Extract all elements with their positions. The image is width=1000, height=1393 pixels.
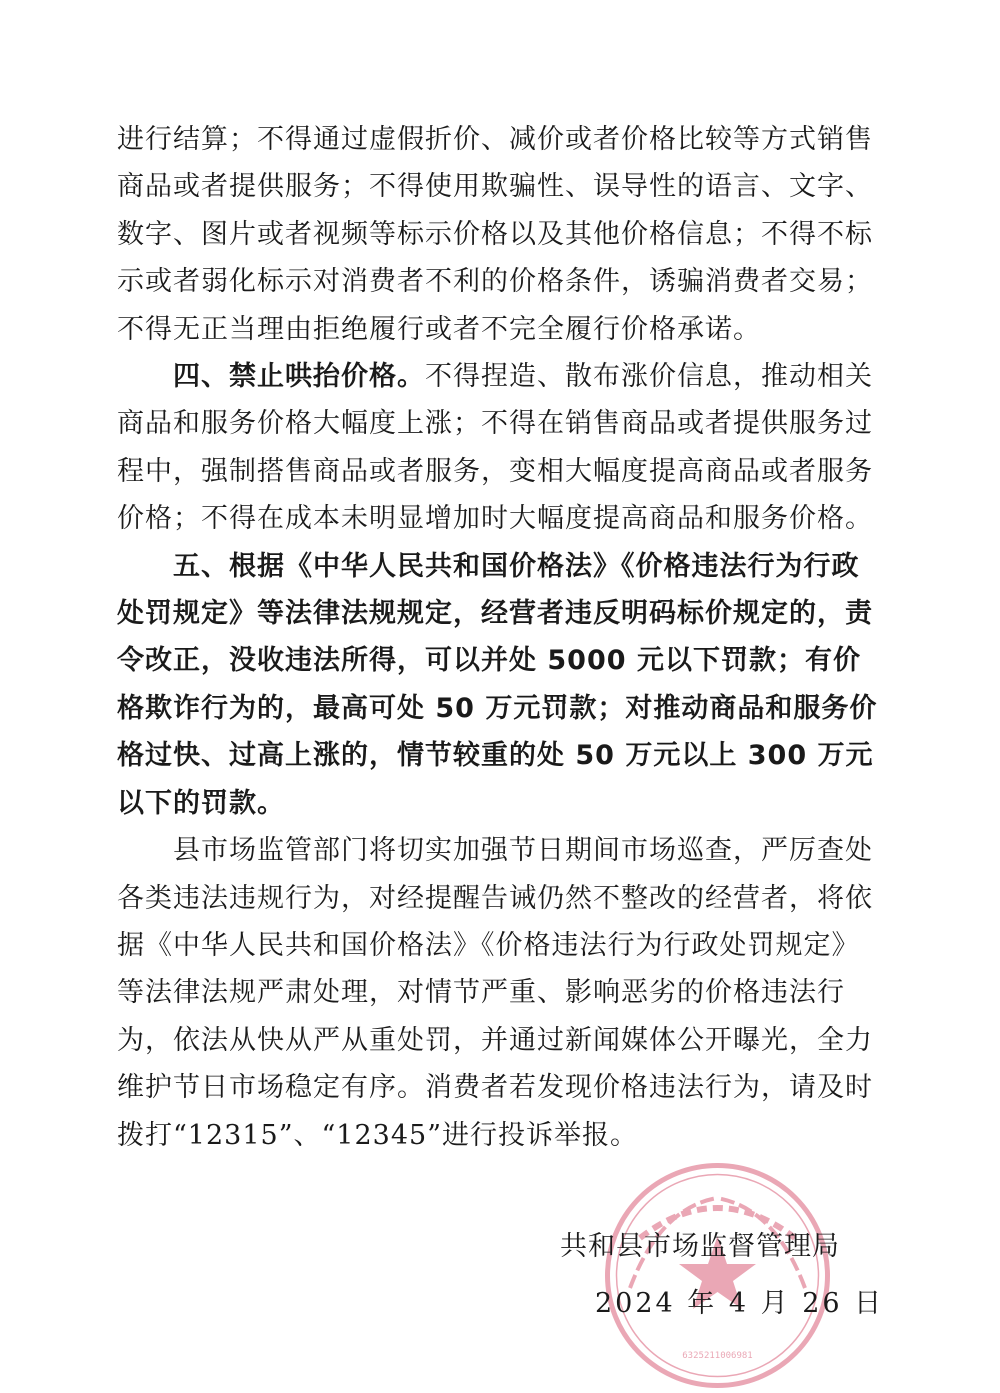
official-seal bbox=[600, 1158, 835, 1393]
paragraph-pricing-rules: 进行结算；不得通过虚假折价、减价或者价格比较等方式销售商品或者提供服务；不得使用欺骗性、误导性的语言、文字、数字、图片或者视频等标示价格以及其他价格信息；不得不标示或者弱化标示对消费者不利的价格条件，诱骗消费者交易；不得无正当理由拒绝履行或者不完全履行价格承诺。 bbox=[117, 124, 873, 345]
paragraph-price-gouging-text: 不得捏造、散布涨价信息，推动相关商品和服务价格大幅度上涨；不得在销售商品或者提供服务过程中，强制搭售商品或者服务，变相大幅度提高商品或者服务价格；不得在成本未明显增加时大幅度提高商品和服务价格。 bbox=[117, 361, 873, 535]
issue-date: 2024 年 4 月 26 日 bbox=[595, 1288, 885, 1319]
document-body bbox=[117, 116, 885, 1159]
seal-code: 6325211006981 bbox=[682, 1351, 753, 1361]
issuing-authority: 共和县市场监督管理局 bbox=[560, 1231, 840, 1262]
paragraph-price-gouging bbox=[117, 353, 885, 543]
paragraph-enforcement: 县市场监管部门将切实加强节日期间市场巡查，严厉查处各类违法违规行为，对经提醒告诫仍然不整改的经营者，将依据《中华人民共和国价格法》《价格违法行为行政处罚规定》等法律法规严肃处理，对情节严重、影响恶劣的价格违法行为，依法从快从严从重处罚，并通过新闻媒体公开曝光，全力维护节日市场稳定有序。消费者若发现价格违法行为，请及时拨打“12315”、“12345”进行投诉举报。 bbox=[117, 835, 873, 1151]
paragraph-penalties: 五、根据《中华人民共和国价格法》《价格违法行为行政处罚规定》等法律法规规定，经营者违反明码标价规定的，责令改正，没收违法所得，可以并处 5000 元以下罚款；有价格欺诈行为的，最高可处 50 万元罚款；对推动商品和服务价格过快、过高上涨的，情节较重的处 50 万元以上 300 万元以下的罚款。 bbox=[117, 550, 878, 819]
paragraph-price-gouging-heading: 四、禁止哄抬价格。 bbox=[173, 361, 425, 393]
